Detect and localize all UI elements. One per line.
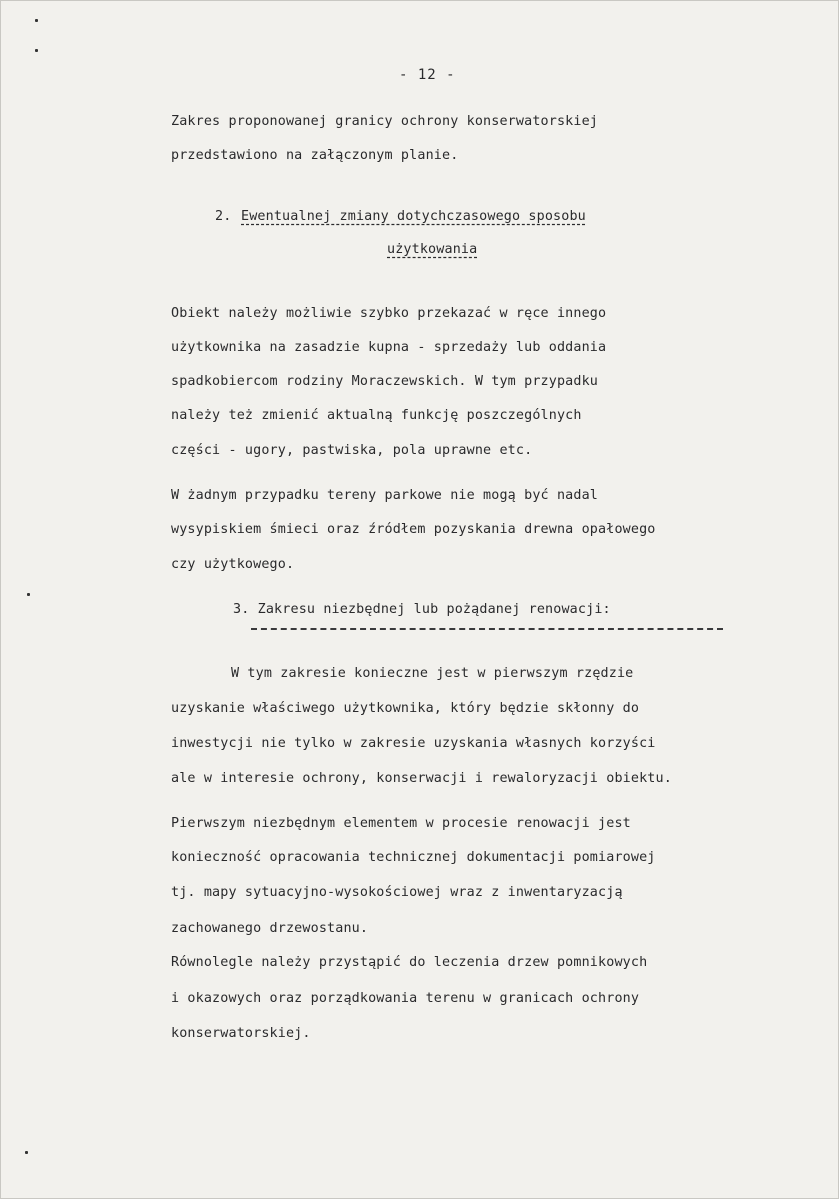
paragraph-line: ale w interesie ochrony, konserwacji i rewaloryzacji obiektu. bbox=[171, 771, 672, 786]
section-3-heading: 3. Zakresu niezbędnej lub pożądanej renowacji: bbox=[233, 602, 611, 617]
paragraph-line: uzyskanie właściwego użytkownika, który będzie skłonny do bbox=[171, 701, 640, 716]
paragraph-line: konserwatorskiej. bbox=[171, 1026, 311, 1041]
intro-line: przedstawiono na załączonym planie. bbox=[171, 148, 459, 163]
intro-line: Zakres proponowanej granicy ochrony konserwatorskiej bbox=[171, 114, 599, 129]
paragraph-line: części - ugory, pastwiska, pola uprawne etc. bbox=[171, 443, 533, 458]
margin-mark bbox=[27, 593, 30, 596]
section-2-heading: Ewentualnej zmiany dotychczasowego sposobu bbox=[241, 209, 586, 224]
paragraph-line: Pierwszym niezbędnym elementem w procesie renowacji jest bbox=[171, 816, 631, 831]
paragraph-line: Równolegle należy przystąpić do leczenia drzew pomnikowych bbox=[171, 955, 648, 970]
paragraph-line: należy też zmienić aktualną funkcję poszczególnych bbox=[171, 408, 582, 423]
margin-mark bbox=[35, 49, 38, 52]
paragraph-line: Obiekt należy możliwie szybko przekazać w ręce innego bbox=[171, 306, 607, 321]
paragraph-line: zachowanego drzewostanu. bbox=[171, 921, 369, 936]
paragraph-line: konieczność opracowania technicznej dokumentacji pomiarowej bbox=[171, 850, 656, 865]
paragraph-line: W żadnym przypadku tereny parkowe nie mogą być nadal bbox=[171, 488, 599, 503]
section-3-heading-underline bbox=[251, 628, 723, 630]
paragraph-line: i okazowych oraz porządkowania terenu w granicach ochrony bbox=[171, 991, 640, 1006]
paragraph-line: wysypiskiem śmieci oraz źródłem pozyskania drewna opałowego bbox=[171, 522, 656, 537]
paragraph-line: inwestycji nie tylko w zakresie uzyskania własnych korzyści bbox=[171, 736, 656, 751]
margin-mark bbox=[35, 19, 38, 22]
paragraph-line: czy użytkowego. bbox=[171, 557, 295, 572]
page-number: - 12 - bbox=[399, 67, 456, 83]
paragraph-line: tj. mapy sytuacyjno-wysokościowej wraz z inwentaryzacją bbox=[171, 885, 623, 900]
paragraph-line: W tym zakresie konieczne jest w pierwszym rzędzie bbox=[231, 666, 634, 681]
paragraph-line: użytkownika na zasadzie kupna - sprzedaży lub oddania bbox=[171, 340, 607, 355]
margin-mark bbox=[25, 1151, 28, 1154]
paragraph-line: spadkobiercom rodziny Moraczewskich. W tym przypadku bbox=[171, 374, 599, 389]
section-2-heading-cont: użytkowania bbox=[387, 242, 478, 257]
section-2-number: 2. bbox=[215, 209, 232, 224]
